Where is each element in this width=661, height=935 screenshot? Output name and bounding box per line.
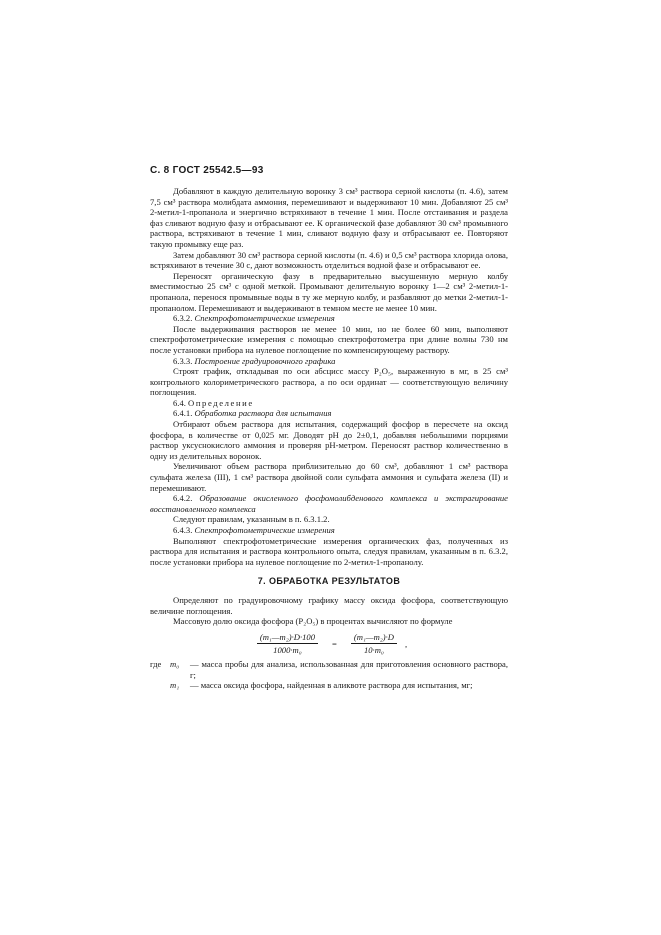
paragraph: Массовую долю оксида фосфора (P₂O₅) в процентах вычисляют по формуле: [173, 616, 453, 627]
formula-fraction-left: [257, 632, 318, 656]
document-body: [150, 186, 508, 691]
definition-text: — масса пробы для анализа, использованная для приготовления основного раствора, г;: [190, 658, 508, 680]
subsection-number: 6.4.1.: [173, 408, 193, 419]
subsection-number: 6.4.: [173, 397, 186, 408]
definition-lead: где: [150, 658, 162, 669]
subsection-number: 6.4.3.: [173, 525, 193, 535]
subsection-title: Обработка раствора для испытания: [194, 408, 332, 419]
paragraph: Добавляют в каждую делительную воронку 3 см³ раствора серной кислоты (п. 4.6), затем 7,5 см³ раствора молибдата аммония, перемешивают и выдерживают 10 мин. Добавляют 25 см³ 2-метил-1-пропанола и энергично встряхивают в течение 1 мин. После отстаивания и раздела фаз сливают водную фазу и отбрасывают ее. К органической фазе добавляют 30 см³ промывного раствора, встряхивают в течение 1 мин, сливают водную фазу и отбрасывают ее. Повторяют такую промывку еще раз.: [150, 186, 508, 249]
formula-denominator: 1000·m₀: [273, 645, 302, 656]
page-header: С. 8 ГОСТ 25542.5—93: [150, 165, 264, 176]
subsection-heading-6-3-3: [150, 356, 508, 367]
definition-lead: [150, 680, 170, 691]
subsection-heading-6-4-1: [150, 408, 508, 419]
paragraph: Строят график, откладывая по оси абсцисс массу P₂O₅, выраженную в мг, в 25 см³ контрольного колориметрического раствора, а по оси ординат — соответствующую величину поглощения.: [150, 366, 508, 398]
subsection-heading-6-4-3: [150, 525, 508, 536]
subsection-number: 6.3.3.: [173, 355, 193, 366]
paragraph: После выдерживания растворов не менее 10 мин, но не более 60 мин, выполняют спектрофотометрические измерения с помощью спектрофотометра при длине волны 730 нм после установки прибора на нулевое поглощение по компенсирующему раствору.: [150, 323, 508, 355]
definition-row: [150, 680, 508, 691]
formula-numerator: (m₁—m₂)·D·100: [257, 632, 318, 645]
formula-denominator: 10·m₀: [363, 645, 384, 656]
formula-numerator: (m₁—m₂)·D: [351, 632, 397, 645]
paragraph: Переносят органическую фазу в предварительно высушенную мерную колбу вместимостью 25 см³ с одной меткой. Промывают делительную воронку 1—2 см³ 2-метил-1-пропанола, перенося промывные воды в ту же мерную колбу, и разбавляют до метки 2-метил-1-пропанолом. Перемешивают и выдерживают в темном месте не менее 10 мин.: [150, 270, 508, 313]
formula: [150, 632, 508, 656]
paragraph: Следуют правилам, указанным в п. 6.3.1.2.: [173, 514, 330, 525]
formula-comma: ,: [404, 638, 408, 649]
subsection-number: 6.4.2.: [173, 493, 193, 504]
subsection-number: 6.3.2.: [173, 313, 193, 324]
definition-variable: m₀: [170, 658, 180, 669]
section-title: 7. ОБРАБОТКА РЕЗУЛЬТАТОВ: [257, 576, 401, 587]
paragraph: Отбирают объем раствора для испытания, содержащий фосфор в пересчете на оксид фосфора, в количестве от 0,025 мг. Доводят pH до 2±0,1, добавляя небольшими порциями раствор уксуснокислого аммония и проверяя pH-метром. Переносят раствор количественно в одну из делительных воронок.: [150, 419, 508, 461]
definition-variable: m₁: [170, 680, 180, 691]
subsection-title: Спектрофотометрические измерения: [194, 525, 335, 535]
subsection-heading-6-3-2: [150, 313, 508, 324]
definition-text: — масса оксида фосфора, найденная в аликвоте раствора для испытания, мг;: [190, 680, 473, 691]
subsection-heading-6-4: [150, 398, 508, 409]
subsection-heading-6-4-2: [150, 493, 508, 514]
paragraph: Определяют по градуировочному графику массу оксида фосфора, соответствующую величине поглощения.: [150, 594, 508, 616]
subsection-title: Образование окисленного фосфомолибденового комплекса и экстрагирование восстановленного комплекса: [150, 493, 508, 514]
paragraph: Увеличивают объем раствора приблизительно до 60 см³, добавляют 1 см³ раствора сульфата железа (III), 1 см³ раствора двойной соли сульфата аммония и сульфата железа (II) и перемешивают.: [150, 461, 508, 493]
subsection-title: Построение градуировочного графика: [194, 355, 336, 366]
subsection-title: Спектрофотометрические измерения: [194, 313, 335, 324]
formula-fraction-right: [351, 632, 397, 656]
paragraph: Затем добавляют 30 см³ раствора серной кислоты (п. 4.6) и 0,5 см³ раствора хлорида олова, встряхивают в течение 30 с, дают возможность отделиться водной фазе и отбрасывают ее.: [150, 249, 508, 271]
paragraph: Выполняют спектрофотометрические измерения органических фаз, полученных из раствора для испытания и раствора контрольного опыта, следуя правилам, указанным в п. 6.3.2, после установки прибора на нулевое поглощение по 2-метил-1-пропанолу.: [150, 535, 508, 567]
definition-row: [150, 659, 508, 680]
subsection-title: Определение: [188, 397, 254, 408]
formula-equals: =: [332, 638, 337, 649]
